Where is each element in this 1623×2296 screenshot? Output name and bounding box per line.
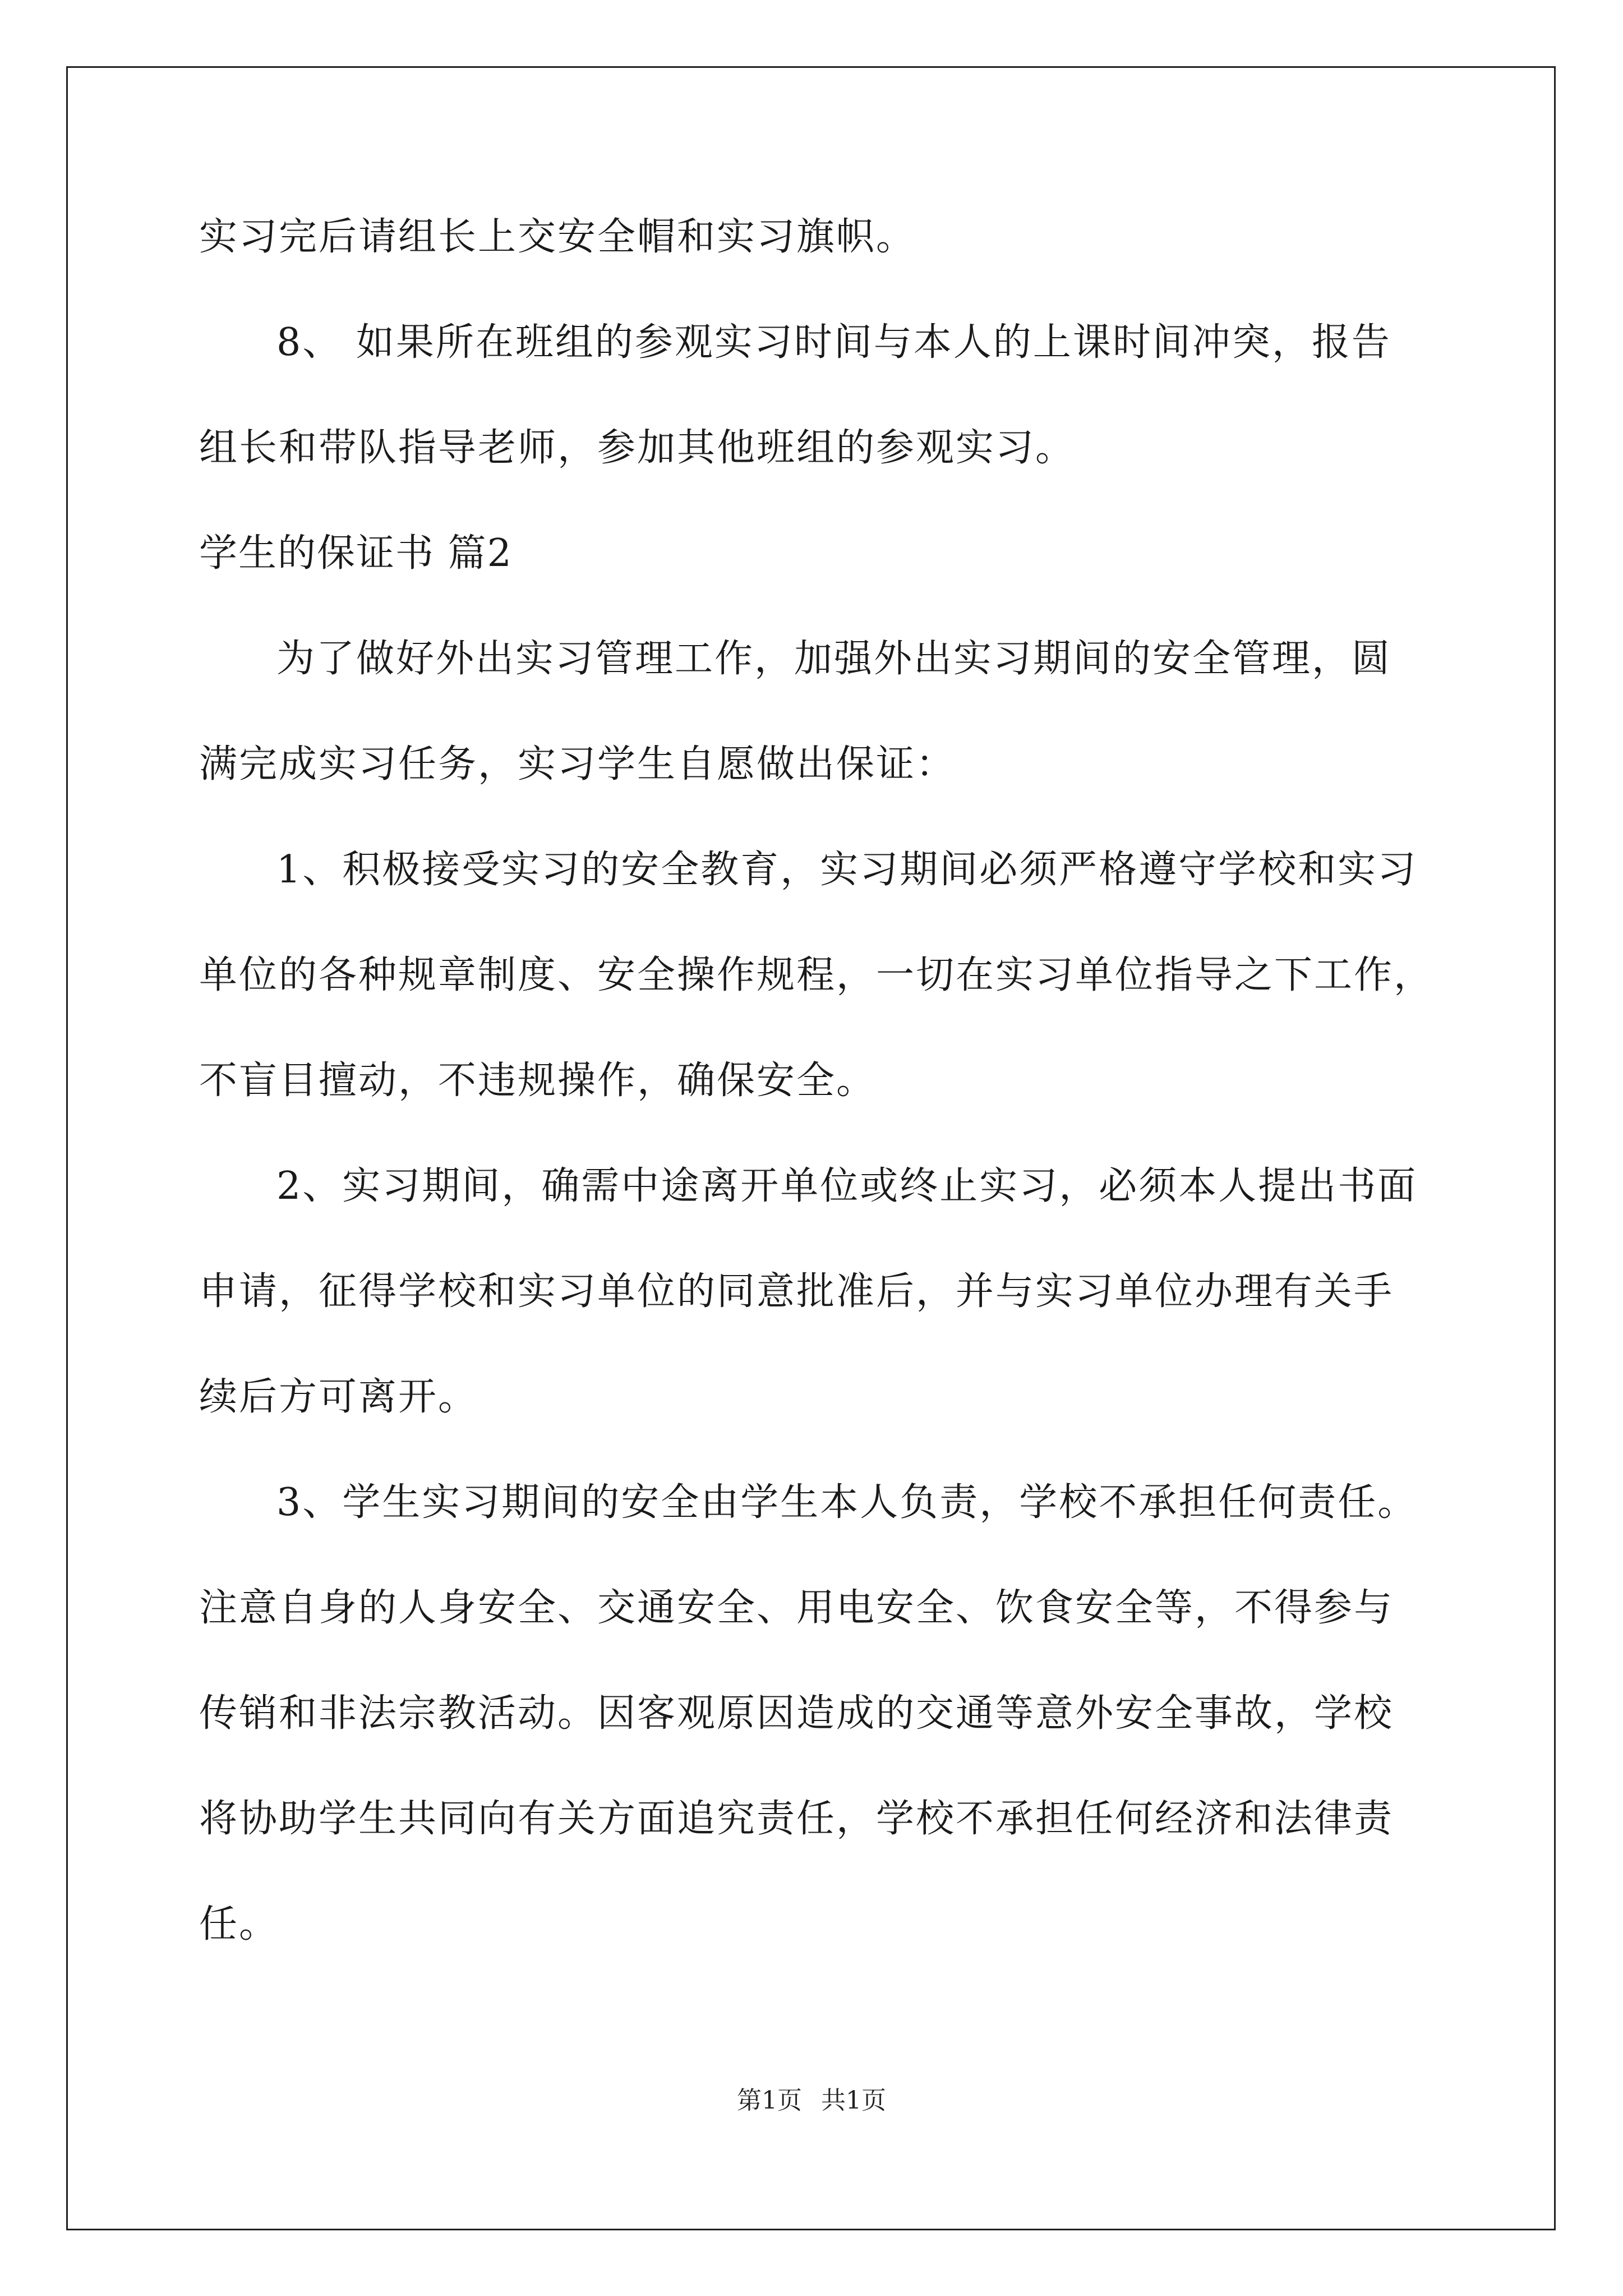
paragraph-line: 8、 如果所在班组的参观实习时间与本人的上课时间冲突，报告 bbox=[276, 320, 1391, 365]
paragraph-line: 申请，征得学校和实习单位的同意批准后，并与实习单位办理有关手 bbox=[199, 1269, 1394, 1314]
paragraph-line: 1、积极接受实习的安全教育，实习期间必须严格遵守学校和实习 bbox=[276, 848, 1418, 892]
page-footer bbox=[0, 2084, 1623, 2118]
paragraph-line: 组长和带队指导老师，参加其他班组的参观实习。 bbox=[199, 426, 1076, 470]
paragraph-line: 不盲目擅动，不违规操作，确保安全。 bbox=[199, 1059, 877, 1103]
paragraph-line: 传销和非法宗教活动。因客观原因造成的交通等意外安全事故，学校 bbox=[199, 1691, 1394, 1736]
document-body bbox=[199, 210, 1455, 1952]
paragraph-line: 为了做好外出实习管理工作，加强外出实习期间的安全管理，圆 bbox=[276, 637, 1392, 681]
paragraph-line: 2、实习期间，确需中途离开单位或终止实习，必须本人提出书面 bbox=[276, 1164, 1418, 1208]
paragraph-line: 将协助学生共同向有关方面追究责任，学校不承担任何经济和法律责 bbox=[199, 1797, 1394, 1841]
paragraph-line: 注意自身的人身安全、交通安全、用电安全、饮食安全等，不得参与 bbox=[199, 1586, 1394, 1630]
paragraph-line: 单位的各种规章制度、安全操作规程，一切在实习单位指导之下工作， bbox=[199, 953, 1434, 997]
paragraph-line: 满完成实习任务，实习学生自愿做出保证： bbox=[199, 742, 956, 786]
section-heading: 学生的保证书 篇2 bbox=[199, 531, 513, 576]
paragraph-line: 3、学生实习期间的安全由学生本人负责，学校不承担任何责任。 bbox=[276, 1480, 1418, 1525]
paragraph-line: 任。 bbox=[199, 1902, 279, 1947]
paragraph-line: 续后方可离开。 bbox=[199, 1375, 478, 1419]
paragraph-line: 实习完后请组长上交安全帽和实习旗帜。 bbox=[199, 215, 916, 259]
page-number-total: 共1页 bbox=[821, 2086, 886, 2115]
page-number-current: 第1页 bbox=[737, 2086, 802, 2115]
